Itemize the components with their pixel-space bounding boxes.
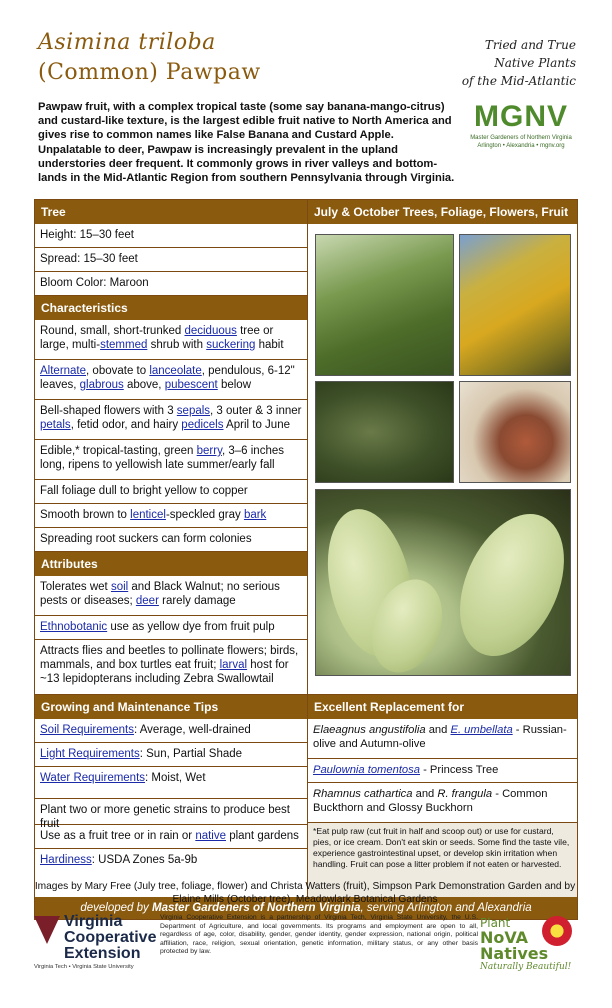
mgnv-logo-sub: Master Gardeners of Northern Virginia — [470, 135, 572, 141]
characteristic-row — [35, 504, 307, 528]
link-stemmed[interactable]: stemmed — [100, 339, 148, 351]
text: : USDA Zones 5a-9b — [91, 854, 198, 866]
tagline-line: of the Mid-Atlantic — [461, 74, 576, 88]
tagline-line: Native Plants — [494, 56, 576, 70]
characteristic-row — [35, 320, 307, 360]
growing-row — [35, 719, 307, 743]
photo-gallery — [308, 224, 577, 684]
link-soil[interactable]: soil — [110, 581, 129, 593]
vce-mark-icon — [34, 916, 60, 944]
text: , 3–6 inches long, ripens to yellowish late summer/early fall — [40, 445, 284, 471]
vce-name: Cooperative — [64, 929, 157, 946]
link-sepals[interactable]: sepals — [176, 405, 211, 417]
text: Master Gardeners of Northern Virginia — [151, 902, 361, 914]
link-deciduous[interactable]: deciduous — [184, 325, 237, 337]
text: : Moist, Wet — [145, 772, 206, 784]
text: , obovate to — [86, 365, 150, 377]
text: host for ~13 lepidopterans including Zebra Swallowtail — [40, 659, 289, 685]
replacement-column — [308, 695, 577, 897]
link-alternate[interactable]: Alternate — [40, 365, 87, 377]
text: Round, small, short-trunked — [40, 325, 185, 337]
flower-icon — [542, 916, 572, 946]
logo-line: Plant — [480, 916, 511, 930]
logo-line: Naturally Beautiful! — [480, 962, 572, 972]
mgnv-logo — [466, 100, 576, 150]
text: Tolerates wet — [40, 581, 111, 593]
text: E. umbellata — [450, 724, 513, 736]
link-paulownia[interactable] — [313, 764, 420, 776]
text: and — [412, 788, 438, 800]
text: plant gardens — [226, 830, 299, 842]
link-pedicels[interactable]: pedicels — [181, 419, 224, 431]
link-water-requirements[interactable]: Water Requirements — [40, 772, 146, 784]
text: , fetid odor, and hairy — [70, 419, 182, 431]
text: , pendulous, 6-12" leaves, — [40, 365, 295, 391]
text: habit — [255, 339, 284, 351]
text: Bell-shaped flowers with 3 — [40, 405, 177, 417]
text: use as yellow dye from fruit pulp — [107, 621, 275, 633]
october-tree-photo — [459, 234, 571, 376]
link-hardiness[interactable]: Hardiness — [40, 854, 92, 866]
attribute-row — [35, 576, 307, 616]
characteristic-row — [35, 360, 307, 400]
text: Attracts flies and beetles to pollinate flowers; birds, mammals, and box turtles eat fruit; — [40, 645, 299, 671]
tree-bloom-color: Bloom Color: Maroon — [35, 272, 307, 296]
characteristic-row — [35, 440, 307, 480]
page-title: Asimina triloba — [38, 30, 216, 55]
text: above, — [123, 379, 165, 391]
link-glabrous[interactable]: glabrous — [79, 379, 124, 391]
text: Elaeagnus angustifolia — [313, 724, 426, 736]
left-column — [35, 200, 308, 694]
replacement-header: Excellent Replacement for — [308, 695, 577, 719]
tagline-line: Tried and True — [484, 38, 576, 52]
text: and Black Walnut; no serious pests or diseases; — [40, 581, 280, 607]
link-pubescent[interactable]: pubescent — [164, 379, 218, 391]
link-berry[interactable]: berry — [196, 445, 222, 457]
replacement-row — [308, 759, 577, 783]
text: tree or large, multi- — [40, 325, 274, 351]
text: R. frangula — [437, 788, 493, 800]
attribute-row — [35, 616, 307, 640]
text: Paulownia tomentosa — [313, 764, 420, 776]
mgnv-logo-sub2: Arlington • Alexandria • mgnv.org — [477, 143, 565, 149]
text: : Average, well-drained — [133, 724, 251, 736]
link-ethnobotanic[interactable]: Ethnobotanic — [40, 621, 108, 633]
text: : Sun, Partial Shade — [139, 748, 243, 760]
page-subtitle: (Common) Pawpaw — [38, 60, 261, 85]
growing-row — [35, 767, 307, 799]
text: April to June — [223, 419, 290, 431]
link-e-umbellata[interactable] — [450, 724, 512, 736]
legal-text: Virginia Cooperative Extension is a partnership of Virginia Tech, Virginia State University, the U.S. Department of Agriculture, and local governments. Its programs and employment are open to all, regardless of age, color, disability, gender, gender identity, gender expression, national origin, political affiliation, race, religion, sexual orientation, genetic information, military status, or any other basis protected by law. — [160, 914, 478, 956]
link-suckering[interactable]: suckering — [206, 339, 256, 351]
link-petals[interactable]: petals — [40, 419, 71, 431]
text: Edible,* tropical-tasting, green — [40, 445, 197, 457]
link-light-requirements[interactable]: Light Requirements — [40, 748, 140, 760]
link-soil-requirements[interactable]: Soil Requirements — [40, 724, 134, 736]
image-credits: Images by Mary Free (July tree, foliage, flower) and Christa Watters (fruit), Simpson Park Demonstration Garden and by Elaine Mills (October tree), Meadowlark Botanical Gardens — [34, 881, 576, 905]
eating-note: *Eat pulp raw (cut fruit in half and scoop out) or use for custard, pies, or ice cream. Don't eat skin or seeds. Some find the taste vile, experience gastrointestinal upset, or develop skin irritation when handling. Fruit can pose a litter problem if not eaten or harvested. — [308, 823, 577, 897]
link-bark[interactable]: bark — [243, 509, 267, 521]
text: - Common Buckthorn and Glossy Buckhorn — [313, 788, 548, 814]
fact-sheet-table — [34, 199, 578, 920]
characteristic-row: Fall foliage dull to bright yellow to copper — [35, 480, 307, 504]
link-lenticel[interactable]: lenticel — [130, 509, 166, 521]
replacement-row — [308, 783, 577, 823]
replacement-row — [308, 719, 577, 759]
tree-spread: Spread: 15–30 feet — [35, 248, 307, 272]
foliage-photo — [315, 381, 454, 483]
july-tree-photo — [315, 234, 454, 376]
text: developed by — [80, 902, 152, 914]
text: shrub with — [147, 339, 207, 351]
link-native[interactable]: native — [195, 830, 226, 842]
text: , 3 outer & 3 inner — [210, 405, 302, 417]
link-deer[interactable]: deer — [135, 595, 159, 607]
flower-photo — [459, 381, 571, 483]
characteristics-header: Characteristics — [35, 296, 307, 320]
photos-header: July & October Trees, Foliage, Flowers, Fruit — [308, 200, 577, 224]
tree-height: Height: 15–30 feet — [35, 224, 307, 248]
fruit-shape — [439, 498, 584, 672]
growing-header: Growing and Maintenance Tips — [35, 695, 307, 719]
text: below — [217, 379, 252, 391]
characteristic-row: Spreading root suckers can form colonies — [35, 528, 307, 552]
right-column — [308, 200, 577, 694]
attributes-header: Attributes — [35, 552, 307, 576]
text: - Russian-olive and Autumn-olive — [313, 724, 567, 750]
fruit-photo — [315, 489, 571, 676]
characteristic-row — [35, 400, 307, 440]
text: - Princess Tree — [419, 764, 499, 776]
growing-row — [35, 825, 307, 849]
growing-column — [35, 695, 308, 897]
tagline — [446, 36, 576, 90]
growing-row — [35, 849, 307, 873]
intro-paragraph: Pawpaw fruit, with a complex tropical taste (some say banana-mango-citrus) and custard-like texture, is the largest edible fruit native to North America and gives rise to common names like False Banana and Custard Apple. Unpalatable to deer, Pawpaw is increasingly prevalent in the upland understories deer frequent. It commonly grows in river valleys and bottom-lands in the Mid-Atlantic Region from southern Pennsylvania through Virginia. — [38, 101, 455, 185]
vce-logo — [34, 913, 157, 970]
text: rarely damage — [158, 595, 236, 607]
text: Rhamnus cathartica — [313, 788, 413, 800]
mgnv-logo-text: MGNV — [474, 100, 568, 133]
text: , serving Arlington and Alexandria — [360, 902, 532, 914]
growing-row: Plant two or more genetic strains to produce best fruit — [35, 799, 307, 825]
logo-line: NoVA Natives — [480, 928, 549, 963]
text: Smooth brown to — [40, 509, 131, 521]
vce-name: Extension — [64, 945, 141, 962]
link-lanceolate[interactable]: lanceolate — [149, 365, 202, 377]
text: and — [425, 724, 451, 736]
attribute-row — [35, 640, 307, 694]
plant-nova-natives-logo — [480, 916, 576, 972]
tree-header: Tree — [35, 200, 307, 224]
text: Use as a fruit tree or in rain or — [40, 830, 196, 842]
growing-row — [35, 743, 307, 767]
link-larval[interactable]: larval — [219, 659, 248, 671]
vce-name: Virginia — [64, 913, 123, 930]
vce-sub: Virginia Tech • Virginia State University — [34, 964, 134, 970]
text: -speckled gray — [165, 509, 244, 521]
